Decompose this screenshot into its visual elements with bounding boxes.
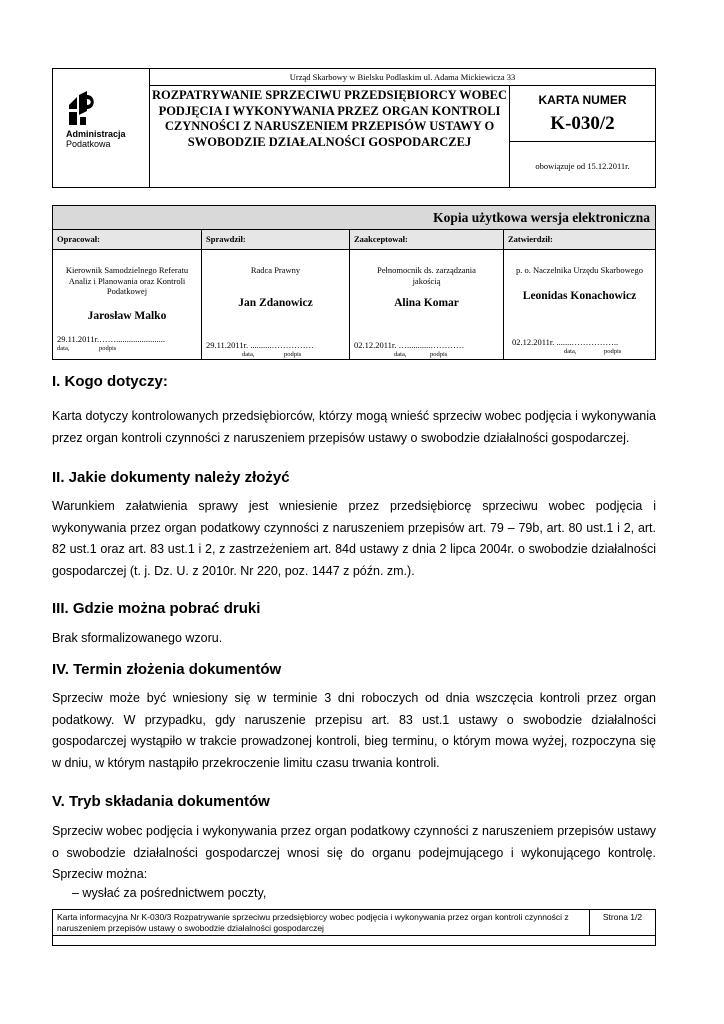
approval-name: Jarosław Malko [87,310,167,322]
approval-head: Opracował: [53,230,201,250]
section-text-3: Brak sformalizowanego wzoru. [52,631,223,645]
list-item: – wysłać za pośrednictwem poczty, [72,886,267,900]
approval-head: Sprawdził: [202,230,349,250]
approval-column-approved [504,230,655,359]
approval-name: Leonidas Konachowicz [522,290,637,302]
card-number-label: KARTA NUMER [538,93,627,107]
section-text-2: Warunkiem załatwienia sprawy jest wniesienie przez przedsiębiorcę sprzeciwu wobec podjęcia i wykonywania przez organ podatkowy czynności z naruszeniem przepisów art. 79 – 79b, art. 80 ust.1 i 2, art. 82 ust.1 oraz art. 83 ust.1 i 2, z zastrzeżeniem art. 84d ustawy z dnia 2 lipca 2004r. o swobodzie działalności gospodarczej (t. j. Dz. U. z 2010r. Nr 220, poz. 1447 z późn. zm.). [52,499,656,578]
signature-sublabel: podpis [99,345,117,352]
valid-from: obowiązuje od 15.12.2011r. [535,161,630,171]
card-number: K-030/2 [550,113,615,134]
approval-role: Pełnomocnik ds. zarządzania jakością [377,265,476,286]
section-text-4: Sprzeciw może być wniesiony się w terminie 3 dni roboczych od dnia wszczęcia kontroli przez organ podatkowy. W przypadku, gdy naruszenie przepisu art. 83 ust.1 ustawy o swobodzie działalności gospodarczej wystąpiło w trakcie prowadzonej kontroli, bieg terminu, o którym mowa wyżej, rozpoczyna się w dniu, w którym nastąpiło przekroczenie limitu czasu trwania kontroli. [52,691,656,770]
section-heading-2: II. Jakie dokumenty należy złożyć [52,469,290,486]
section-heading-1: I. Kogo dotyczy: [52,373,168,390]
footer-text: Karta informacyjna Nr K-030/3 Rozpatrywanie sprzeciwu przedsiębiorcy wobec podjęcia i wykonywania przez organ kontroli czynności z naruszeniem przepisów ustawy o swobodzie działalności gospodarczej [53,910,590,935]
card-divider [510,141,655,142]
approval-role: Radca Prawny [250,265,301,275]
approval-head: Zaakceptował: [350,230,503,250]
section-heading-4: IV. Termin złożenia dokumentów [52,661,282,678]
logo-cell [53,69,150,187]
administracja-podatkowa-logo-icon [65,91,97,127]
page-footer [52,909,656,946]
signature-sublabel: podpis [604,348,622,355]
approval-role: p. o. Naczelnika Urzędu Skarbowego [516,265,643,275]
office-address: Urząd Skarbowy w Bielsku Podlaskim ul. Adama Mickiewicza 33 [150,69,655,86]
signature-sublabel: podpis [284,351,302,358]
signature-sublabel: podpis [430,351,448,358]
approval-table [52,205,656,360]
approval-date: 29.11.2011r.……....................... [57,334,165,344]
date-sublabel: data, [57,345,70,352]
footer-divider [53,935,655,936]
section-text-5: Sprzeciw wobec podjęcia i wykonywania przez organ podatkowy czynności z naruszeniem przepisów ustawy o swobodzie działalności gospodarczej wnosi się do organu podejmującego i wykonującego kontrolę. Sprzeciw można: [52,824,656,881]
approval-date: 29.11.2011r. ..........…………… [206,340,314,350]
approval-name: Alina Komar [394,297,459,309]
approval-column-prepared [53,230,202,359]
approval-role: Kierownik Samodzielnego Referatu Analiz i Planowania oraz Kontroli Podatkowej [65,265,189,296]
approval-column-accepted [350,230,504,359]
page-number: Strona 1/2 [602,912,643,922]
approval-name: Jan Zdanowicz [238,297,313,309]
date-sublabel: data, [242,351,255,358]
approval-date: 02.12.2011r. .......…………….. [512,337,619,347]
section-heading-3: III. Gdzie można pobrać druki [52,600,261,617]
copy-label: Kopia użytkowa wersja elektroniczna [53,206,655,230]
section-text-1: Karta dotyczy kontrolowanych przedsiębiorców, którzy mogą wnieść sprzeciw wobec podjęcia i wykonywania przez organ kontroli czynności z naruszeniem przepisów ustawy o swobodzie działalności gospodarczej. [52,409,656,445]
document-title: ROZPATRYWANIE SPRZECIWU PRZEDSIĘBIORCY WOBEC PODJĘCIA I WYKONYWANIA PRZEZ ORGAN KONTROLI CZYNNOŚCI Z NARUSZENIEM PRZEPISÓW USTAWY O SWOBODZIE DZIAŁALNOŚCI GOSPODARCZEJ [150,86,510,187]
logo-text-line2: Podatkowa [66,139,111,149]
date-sublabel: data, [564,348,577,355]
document-header [52,68,656,188]
date-sublabel: data, [394,351,407,358]
section-heading-5: V. Tryb składania dokumentów [52,793,270,810]
approval-date: 02.12.2011r. …...........………… [354,340,465,350]
logo-text-line1: Administracja [66,129,126,139]
approval-column-checked [202,230,350,359]
approval-head: Zatwierdził: [504,230,655,250]
